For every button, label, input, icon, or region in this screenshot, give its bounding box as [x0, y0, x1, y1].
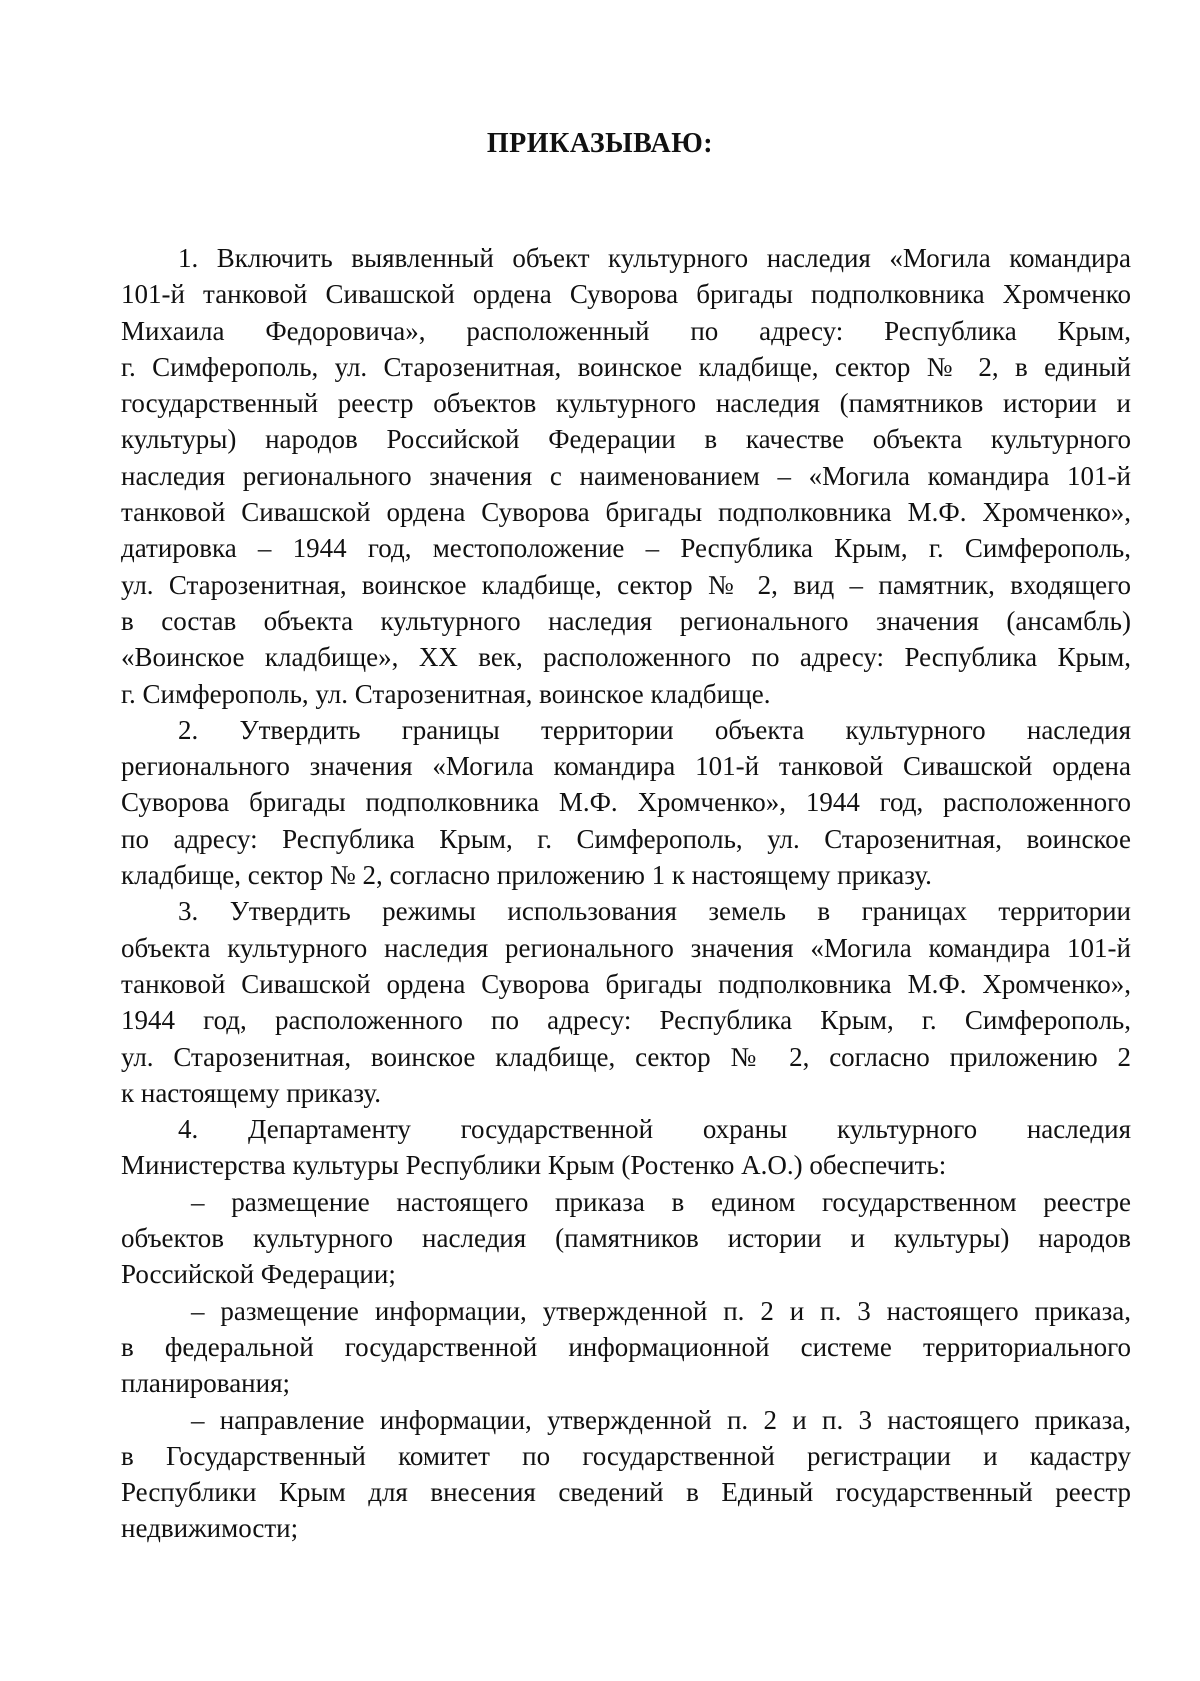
text-line: 1. Включить выявленный объект культурного наследия «Могила командира	[178, 243, 1131, 273]
text-line: в состав объекта культурного наследия регионального значения (ансамбль)	[121, 605, 1131, 636]
paragraph-2	[121, 712, 1131, 893]
text-line: 1944 год, расположенного по адресу: Республика Крым, г. Симферополь,	[121, 1005, 1131, 1036]
text-line: к настоящему приказу.	[121, 1077, 381, 1108]
text-line: датировка – 1944 год, местоположение – Республика Крым, г. Симферополь,	[121, 533, 1131, 564]
text-line: танковой Сивашской ордена Суворова бригады подполковника М.Ф. Хромченко»,	[121, 968, 1131, 999]
text-line: Михаила Федоровича», расположенный по адресу: Республика Крым,	[121, 315, 1131, 346]
text-line: 2. Утвердить границы территории объекта культурного наследия	[178, 714, 1131, 745]
text-line: наследия регионального значения с наименованием – «Могила командира 101-й	[121, 460, 1131, 491]
text-line: г. Симферополь, ул. Старозенитная, воинское кладбище.	[121, 678, 771, 709]
list-item-cadastre	[121, 1402, 1131, 1547]
text-line: в федеральной государственной информационной системе территориального	[121, 1331, 1131, 1362]
text-line: объектов культурного наследия (памятников истории и культуры) народов	[121, 1223, 1131, 1254]
list-item-planning-system	[121, 1293, 1131, 1402]
text-line: Республики Крым для внесения сведений в Единый государственный реестр	[121, 1477, 1131, 1508]
text-line: регионального значения «Могила командира 101-й танковой Сивашской ордена	[121, 751, 1131, 782]
text-line: ул. Старозенитная, воинское кладбище, сектор № 2, согласно приложению 2	[121, 1041, 1131, 1072]
text-line: ул. Старозенитная, воинское кладбище, сектор № 2, вид – памятник, входящего	[121, 569, 1131, 600]
text-line: «Воинское кладбище», XX век, расположенного по адресу: Республика Крым,	[121, 642, 1131, 673]
text-line: 4. Департаменту государственной охраны культурного наследия	[178, 1114, 1131, 1145]
text-line: недвижимости;	[121, 1513, 299, 1544]
text-line: планирования;	[121, 1368, 291, 1399]
paragraph-4	[121, 1111, 1131, 1184]
document-body	[121, 240, 1131, 1547]
text-line: Суворова бригады подполковника М.Ф. Хромченко», 1944 год, расположенного	[121, 787, 1131, 818]
text-line: государственный реестр объектов культурного наследия (памятников истории и	[121, 388, 1131, 419]
order-heading: ПРИКАЗЫВАЮ:	[486, 128, 714, 159]
paragraph-1	[121, 240, 1131, 712]
text-line: 101-й танковой Сивашской ордена Суворова бригады подполковника Хромченко	[121, 279, 1131, 310]
text-line: танковой Сивашской ордена Суворова бригады подполковника М.Ф. Хромченко»,	[121, 497, 1131, 528]
text-line: – размещение информации, утвержденной п. 2 и п. 3 настоящего приказа,	[191, 1295, 1131, 1326]
text-line: кладбище, сектор № 2, согласно приложению 1 к настоящему приказу.	[121, 860, 932, 891]
text-line: – размещение настоящего приказа в едином государственном реестре	[191, 1186, 1131, 1217]
text-line: г. Симферополь, ул. Старозенитная, воинское кладбище, сектор № 2, в единый	[121, 351, 1131, 382]
text-line: Российской Федерации;	[121, 1259, 396, 1290]
text-line: Министерства культуры Республики Крым (Ростенко А.О.) обеспечить:	[121, 1150, 947, 1181]
text-line: объекта культурного наследия регионального значения «Могила командира 101-й	[121, 932, 1131, 963]
text-line: культуры) народов Российской Федерации в качестве объекта культурного	[121, 424, 1131, 455]
text-line: 3. Утвердить режимы использования земель в границах территории	[178, 896, 1131, 927]
text-line: – направление информации, утвержденной п. 2 и п. 3 настоящего приказа,	[191, 1404, 1131, 1435]
text-line: в Государственный комитет по государственной регистрации и кадастру	[121, 1440, 1131, 1471]
paragraph-3	[121, 893, 1131, 1111]
list-item-registry	[121, 1184, 1131, 1293]
text-line: по адресу: Республика Крым, г. Симферополь, ул. Старозенитная, воинское	[121, 823, 1131, 854]
